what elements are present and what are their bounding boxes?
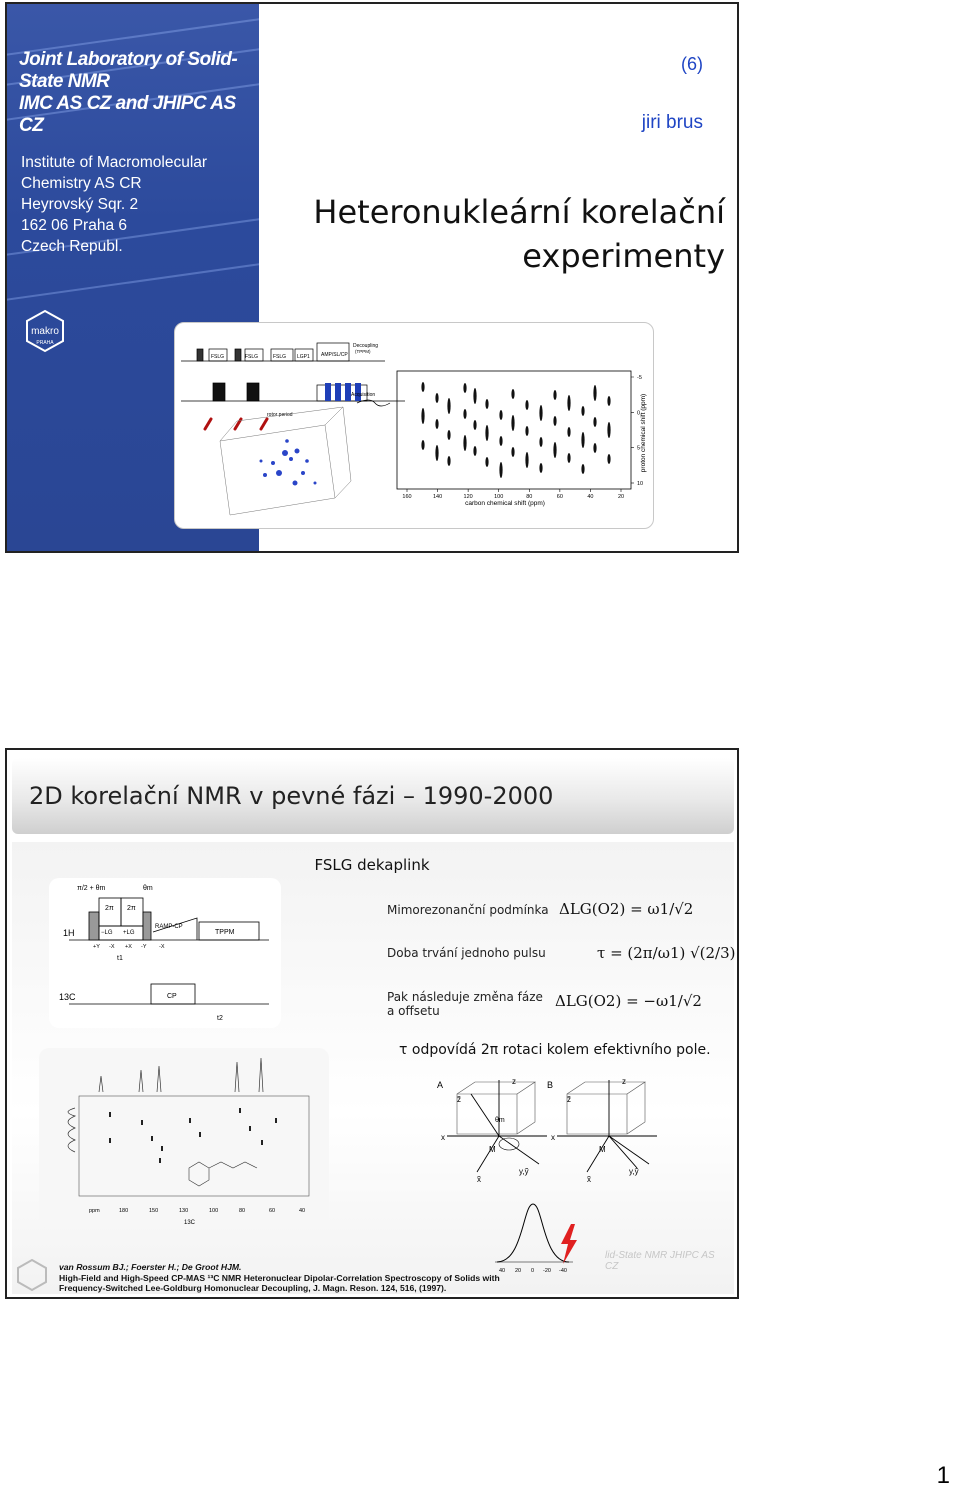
- rotor-icons: [205, 419, 267, 429]
- svg-text:2π: 2π: [105, 905, 114, 912]
- effective-field-diagram: [427, 1076, 667, 1188]
- contour-peak: [447, 456, 450, 466]
- contour-peak: [499, 436, 502, 446]
- page-number: (6): [681, 54, 703, 74]
- svg-text:−LG: −LG: [101, 930, 113, 936]
- x-tick-label: 80: [239, 1208, 246, 1214]
- svg-text:FSLG: FSLG: [245, 354, 259, 360]
- contour-peak: [421, 440, 424, 450]
- x-tick-label: 60: [269, 1208, 276, 1214]
- svg-text:FSLG: FSLG: [211, 354, 225, 360]
- slide-subtitle: FSLG dekaplink: [314, 856, 430, 874]
- cube-contours: [260, 439, 317, 485]
- x-tick-label: 40: [299, 1208, 306, 1214]
- svg-text:M: M: [489, 1145, 496, 1154]
- svg-text:AMP/SL/CP: AMP/SL/CP: [321, 352, 348, 358]
- lightning-icon: [557, 1224, 581, 1264]
- contour-peak: [593, 385, 596, 401]
- contour-peak: [511, 415, 514, 431]
- fslg-sequence: [49, 878, 281, 1028]
- svg-text:x̃: x̃: [477, 1175, 481, 1184]
- x-axis-label: carbon chemical shift (ppm): [465, 500, 545, 507]
- y-axis-label: proton chemical shift (ppm): [640, 393, 647, 473]
- svg-text:z: z: [622, 1077, 626, 1086]
- correlation-peak: [151, 1136, 153, 1141]
- svg-text:t1: t1: [117, 955, 123, 962]
- makro-logo: [15, 1258, 49, 1292]
- contour-peak: [607, 396, 610, 406]
- svg-text:π/2 + θm: π/2 + θm: [77, 885, 106, 892]
- contour-peak: [473, 388, 476, 404]
- slide-title: Heteronukleární korelační experimenty: [313, 193, 725, 275]
- x-tick-label: 160: [402, 494, 412, 500]
- svg-text:z̃: z̃: [567, 1095, 571, 1104]
- svg-text:-20: -20: [543, 1268, 551, 1274]
- svg-text:+X: +X: [125, 944, 132, 950]
- pulse-duration-label: Doba trvání jednoho pulsu: [387, 946, 546, 960]
- reference: van Rossum BJ.; Foerster H.; De Groot HJM. High-Field and High-Speed CP-MAS ¹³C NMR Heteronuclear Dipolar-Correlation Spectroscopy of Solids with Frequency-Switched Lee-Goldburg Homonuclear Decoupling, J. Magn. Reson. 124, 516, (1997).: [59, 1262, 500, 1293]
- contour-peak: [421, 408, 424, 424]
- tau-sentence: τ odpovídá 2π rotaci kolem efektivního pole.: [399, 1042, 711, 1058]
- contour-peak: [511, 389, 514, 399]
- correlation-peak: [109, 1112, 111, 1117]
- svg-text:-X: -X: [109, 944, 115, 950]
- svg-text:y,ỹ: y,ỹ: [519, 1167, 529, 1176]
- svg-text:M: M: [599, 1145, 606, 1154]
- x-tick-label: ppm: [89, 1208, 100, 1214]
- contour-peak: [525, 426, 528, 436]
- fslg-hetcor-spectrum: [39, 1048, 329, 1228]
- y-tick-label: 10: [637, 481, 644, 487]
- svg-text:y,ỹ: y,ỹ: [629, 1167, 639, 1176]
- svg-text:rotor period: rotor period: [267, 412, 293, 418]
- contour-peak: [473, 420, 476, 430]
- svg-text:FSLG: FSLG: [273, 354, 287, 360]
- x-tick-label: 20: [617, 494, 625, 500]
- y-tick-label: 5: [637, 445, 641, 452]
- x-tick-label: 40: [587, 494, 594, 500]
- svg-text:x: x: [441, 1133, 445, 1142]
- page-footer-number: 1: [936, 1462, 950, 1489]
- contour-peak: [525, 400, 528, 410]
- x-tick-label: 130: [179, 1208, 189, 1214]
- correlation-peak: [261, 1140, 263, 1145]
- svg-text:-X: -X: [159, 944, 165, 950]
- contour-peak: [553, 442, 556, 458]
- svg-text:(TPPM): (TPPM): [355, 349, 371, 354]
- slide-title: 2D korelační NMR v pevné fázi – 1990-2000: [29, 782, 554, 810]
- contour-peak: [447, 430, 450, 440]
- svg-text:-40: -40: [559, 1268, 567, 1274]
- x-tick-label: 80: [526, 494, 533, 500]
- x-tick-label: 100: [494, 494, 504, 500]
- contour-peak: [539, 463, 542, 473]
- svg-text:+LG: +LG: [123, 930, 135, 936]
- svg-text:CP: CP: [167, 993, 177, 1000]
- hetcor-figure: [174, 322, 654, 529]
- contour-peak: [539, 405, 542, 421]
- svg-text:PRAHA: PRAHA: [36, 340, 54, 346]
- institute-address: Institute of Macromolecular Chemistry AS CR Heyrovský Sqr. 2 162 06 Praha 6 Czech Republ.: [21, 154, 208, 255]
- contour-peak: [421, 382, 424, 392]
- contour-peak: [567, 395, 570, 411]
- contour-peak: [581, 464, 584, 474]
- correlation-peak: [199, 1132, 201, 1137]
- contour-peak: [607, 422, 610, 438]
- correlation-peak: [109, 1138, 111, 1143]
- contour-peak: [463, 383, 466, 393]
- x-tick-label: 100: [209, 1208, 219, 1214]
- contour-peak: [463, 435, 466, 451]
- svg-text:z: z: [512, 1077, 516, 1086]
- slide-1: [5, 2, 739, 553]
- condition-label: Mimorezonanční podmínka: [387, 903, 549, 917]
- svg-text:13C: 13C: [59, 992, 76, 1002]
- correlation-peak: [161, 1146, 163, 1151]
- svg-text:+Y: +Y: [93, 944, 100, 950]
- contour-peak: [485, 425, 488, 441]
- svg-text:RAMP-CP: RAMP-CP: [155, 924, 183, 930]
- svg-text:Decoupling: Decoupling: [353, 343, 379, 349]
- slide-2: [5, 748, 739, 1299]
- svg-text:x: x: [551, 1133, 555, 1142]
- svg-text:0: 0: [531, 1268, 535, 1274]
- lab-title: Joint Laboratory of Solid-State NMR IMC AS CZ and JHIPC AS CZ: [19, 49, 238, 136]
- contour-peak: [593, 443, 596, 453]
- svg-text:-Y: -Y: [141, 944, 147, 950]
- pulse-duration-equation: τ = (2π/ω1) √(2/3): [597, 944, 736, 962]
- svg-text:B: B: [547, 1080, 554, 1090]
- correlation-peak: [159, 1158, 161, 1163]
- x-tick-label: 150: [149, 1208, 159, 1214]
- contour-peak: [593, 417, 596, 427]
- svg-text:2π: 2π: [127, 905, 136, 912]
- correlation-peak: [249, 1126, 251, 1131]
- svg-text:1H: 1H: [63, 928, 75, 938]
- contour-peak: [581, 406, 584, 416]
- contour-peak: [435, 445, 438, 461]
- contour-peak: [567, 427, 570, 437]
- y-tick-label: 0: [637, 410, 641, 417]
- correlation-peak: [141, 1120, 143, 1125]
- y-tick-label: -5: [637, 375, 642, 381]
- contour-peak: [499, 462, 502, 478]
- author-name: jiri brus: [641, 112, 703, 133]
- correlation-peak: [239, 1108, 241, 1113]
- contour-peak: [553, 390, 556, 400]
- contour-peak: [435, 393, 438, 403]
- svg-text:θm: θm: [143, 885, 153, 892]
- contour-peak: [607, 454, 610, 464]
- x-tick-label: 140: [432, 494, 443, 500]
- phase-change-equation: ΔLG(O2) = −ω1/√2: [555, 992, 702, 1010]
- contour-peak: [567, 453, 570, 463]
- svg-text:LGP1: LGP1: [297, 354, 310, 360]
- correlation-peak: [275, 1118, 277, 1123]
- x-tick-label: 180: [119, 1208, 129, 1214]
- svg-text:z̃: z̃: [457, 1095, 461, 1104]
- svg-text:40: 40: [499, 1268, 506, 1274]
- phase-change-label: Pak následuje změna fáze a offsetu: [387, 990, 543, 1018]
- contour-peak: [463, 409, 466, 419]
- contour-peak: [435, 419, 438, 429]
- hetcor-map: [397, 371, 647, 507]
- contour-peak: [485, 457, 488, 467]
- contour-peak: [553, 416, 556, 426]
- contour-peak: [447, 398, 450, 414]
- x-tick-label: 60: [556, 494, 563, 500]
- lab-watermark: lid-State NMR JHIPC AS CZ: [605, 1250, 715, 1272]
- svg-text:13C: 13C: [184, 1220, 196, 1226]
- svg-text:x̃: x̃: [587, 1175, 591, 1184]
- svg-text:A: A: [437, 1080, 444, 1090]
- contour-peak: [485, 399, 488, 409]
- condition-equation: ΔLG(O2) = ω1/√2: [559, 900, 694, 918]
- svg-text:20: 20: [515, 1268, 522, 1274]
- svg-text:Acquisition: Acquisition: [351, 392, 376, 398]
- contour-peak: [499, 410, 502, 420]
- contour-peak: [473, 446, 476, 456]
- svg-text:makro: makro: [31, 326, 59, 337]
- correlation-peak: [189, 1118, 191, 1123]
- contour-peak: [511, 447, 514, 457]
- svg-text:t2: t2: [217, 1015, 223, 1022]
- contour-peak: [539, 437, 542, 447]
- svg-text:θm: θm: [495, 1117, 505, 1124]
- svg-text:TPPM: TPPM: [215, 929, 235, 936]
- makro-logo: [23, 309, 67, 353]
- x-tick-label: 120: [463, 494, 473, 500]
- contour-peak: [581, 432, 584, 448]
- contour-peak: [525, 452, 528, 468]
